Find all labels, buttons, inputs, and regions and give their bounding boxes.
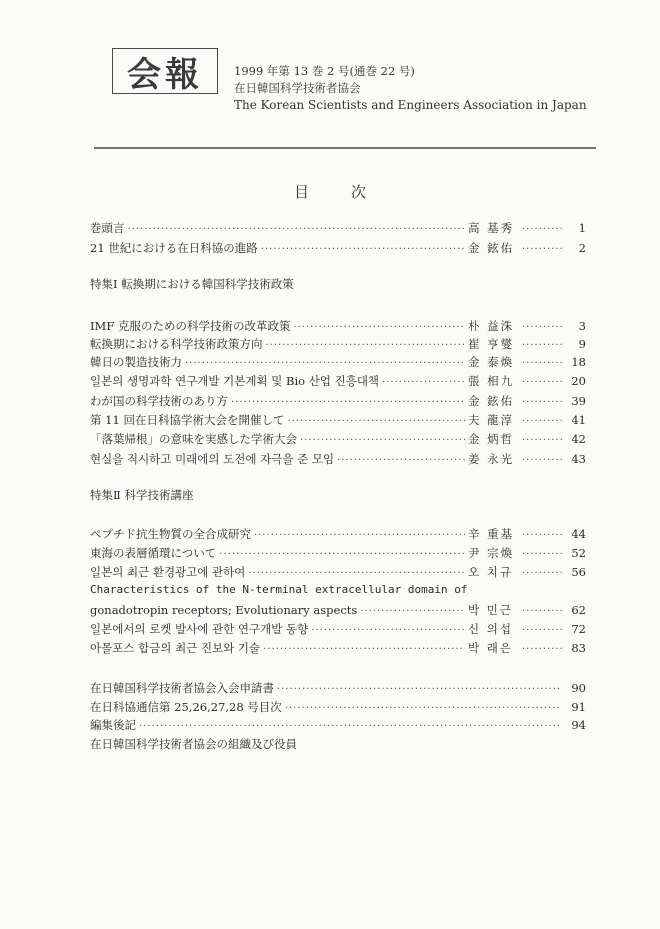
- entry-page: 18: [571, 355, 586, 369]
- leader-dots: [382, 377, 465, 388]
- entry-author: 辛 重基: [468, 527, 515, 541]
- leader-dots: [185, 358, 465, 369]
- section-heading-2: 特集Ⅱ 科学技術講座: [90, 488, 194, 502]
- toc-entry[interactable]: [90, 699, 586, 715]
- entry-title: 在日韓国科学技術者協会入会申請書: [90, 681, 274, 695]
- leader-dots: [337, 455, 465, 466]
- leader-dots: [128, 224, 466, 235]
- section-heading-1: 特集Ⅰ 転換期における韓国科学技術政策: [90, 277, 294, 291]
- entry-page: 52: [571, 546, 586, 560]
- entry-page: 39: [571, 394, 586, 408]
- toc-entry[interactable]: [90, 717, 586, 733]
- entry-author: 姜 永光: [468, 452, 515, 466]
- entry-author: 高 基秀: [468, 221, 515, 235]
- toc-entry[interactable]: [90, 564, 586, 580]
- entry-page: 3: [578, 319, 586, 333]
- leader-dots: [231, 397, 465, 408]
- entry-author: 金 鉉佑: [468, 394, 515, 408]
- toc-entry[interactable]: [90, 354, 586, 370]
- toc-entry[interactable]: [90, 545, 586, 561]
- leader-dots: [522, 340, 564, 351]
- entry-author: 金 炳哲: [468, 432, 515, 446]
- leader-dots: [248, 568, 465, 579]
- toc-entry[interactable]: [90, 526, 586, 542]
- entry-title: 在日科協通信第 25,26,27,28 号目次: [90, 700, 282, 714]
- toc-entry[interactable]: [90, 373, 586, 389]
- entry-title: 21 世紀における在日科協の進路: [90, 241, 258, 255]
- leader-dots: [522, 644, 564, 655]
- entry-page: 2: [578, 241, 586, 255]
- leader-dots: [522, 377, 564, 388]
- issue-line: 1999 年第 13 巻 2 号(通巻 22 号): [234, 64, 415, 78]
- entry-page: 56: [571, 565, 586, 579]
- entry-author: 박 민근: [468, 603, 513, 617]
- header-info: [234, 63, 587, 114]
- toc-entry[interactable]: [90, 602, 586, 618]
- leader-dots: [360, 606, 465, 617]
- leader-dots: [522, 397, 564, 408]
- entry-page: 9: [578, 337, 586, 351]
- leader-dots: [254, 530, 465, 541]
- leader-dots: [522, 568, 564, 579]
- toc-entry[interactable]: [90, 451, 586, 467]
- leader-dots: [219, 549, 465, 560]
- leader-dots: [522, 625, 564, 636]
- entry-title: 현실을 직시하고 미래에의 도전에 자극을 준 모임: [90, 452, 335, 466]
- entry-author: 朴 益洙: [468, 319, 515, 333]
- leader-dots: [277, 684, 560, 695]
- entry-page: 1: [578, 221, 586, 235]
- entry-title: 巻頭言: [90, 221, 125, 235]
- toc-entry-last[interactable]: 在日韓国科学技術者協会の組織及び役員: [90, 737, 297, 751]
- logo-text: 会報: [127, 54, 203, 95]
- leader-dots: [522, 435, 564, 446]
- leader-dots: [293, 322, 465, 333]
- entry-page: 42: [571, 432, 586, 446]
- entry-author: 박 래은: [468, 641, 513, 655]
- toc-entry[interactable]: [90, 240, 586, 256]
- toc-title: 目次: [293, 183, 408, 201]
- entry-title: ペプチド抗生物質の全合成研究: [90, 527, 251, 541]
- entry-title: 転換期における科学技術政策方向: [90, 337, 263, 351]
- entry-title-continued[interactable]: Characteristics of the N-terminal extracellular domain of: [90, 583, 468, 596]
- entry-title: 일본의 생명과학 연구개발 기본계획 및 Bio 산업 진흥대책: [90, 374, 380, 388]
- toc-entry[interactable]: [90, 393, 586, 409]
- entry-author: 오 치규: [468, 565, 513, 579]
- leader-dots: [522, 606, 564, 617]
- entry-title: IMF 克服のための科学技術の改革政策: [90, 319, 291, 333]
- entry-title: 韓日の製造技術力: [90, 355, 182, 369]
- entry-author: 金 鉉佑: [468, 241, 515, 255]
- entry-page: 62: [571, 603, 586, 617]
- toc-entry[interactable]: [90, 318, 586, 334]
- entry-author: 金 泰煥: [468, 355, 515, 369]
- entry-page: 44: [571, 527, 586, 541]
- entry-page: 90: [571, 681, 586, 695]
- entry-page: 83: [571, 641, 586, 655]
- toc-entry[interactable]: [90, 336, 586, 352]
- leader-dots: [139, 721, 560, 732]
- entry-author: 夫 龍淳: [468, 413, 515, 427]
- entry-author: 崔 亨燮: [468, 337, 515, 351]
- entry-author: 張 相九: [468, 374, 515, 388]
- entry-title: わが国の科学技術のあり方: [90, 394, 228, 408]
- leader-dots: [522, 322, 564, 333]
- toc-entry[interactable]: [90, 412, 586, 428]
- header-rule: [94, 147, 596, 149]
- entry-page: 41: [571, 413, 586, 427]
- entry-title: 第 11 回在日科協学術大会を開催して: [90, 413, 285, 427]
- leader-dots: [522, 358, 564, 369]
- org-name-jp: 在日韓国科学技術者協会: [234, 81, 361, 95]
- entry-title: gonadotropin receptors; Evolutionary aspects: [90, 603, 358, 617]
- leader-dots: [287, 416, 465, 427]
- entry-page: 91: [571, 700, 586, 714]
- leader-dots: [263, 644, 465, 655]
- entry-title: 東海の表層循環について: [90, 546, 217, 560]
- toc-entry[interactable]: [90, 431, 586, 447]
- leader-dots: [261, 244, 465, 255]
- leader-dots: [300, 435, 465, 446]
- toc-entry[interactable]: [90, 640, 586, 656]
- bulletin-logo: [112, 48, 218, 94]
- entry-title: 일본의 최근 환경광고에 관하여: [90, 565, 246, 579]
- entry-page: 94: [571, 718, 586, 732]
- leader-dots: [522, 416, 564, 427]
- leader-dots: [522, 244, 564, 255]
- entry-title: 아몰포스 합금의 최근 진보와 기술: [90, 641, 261, 655]
- leader-dots: [311, 625, 465, 636]
- entry-title: 일본에서의 로켓 발사에 관한 연구개발 동향: [90, 622, 309, 636]
- entry-page: 20: [571, 374, 586, 388]
- toc-entry[interactable]: [90, 680, 586, 696]
- entry-title: 編集後記: [90, 718, 136, 732]
- leader-dots: [522, 530, 564, 541]
- entry-title: 「落葉帰根」の意味を実感した学術大会: [90, 432, 297, 446]
- leader-dots: [266, 340, 466, 351]
- entry-page: 72: [571, 622, 586, 636]
- entry-page: 43: [571, 452, 586, 466]
- leader-dots: [522, 455, 564, 466]
- entry-author: 尹 宗煥: [468, 546, 515, 560]
- leader-dots: [285, 703, 560, 714]
- entry-author: 신 의섭: [468, 622, 513, 636]
- org-name-en: The Korean Scientists and Engineers Association in Japan: [234, 98, 587, 112]
- leader-dots: [522, 549, 564, 560]
- leader-dots: [522, 224, 564, 235]
- toc-entry[interactable]: [90, 220, 586, 236]
- toc-entry[interactable]: [90, 621, 586, 637]
